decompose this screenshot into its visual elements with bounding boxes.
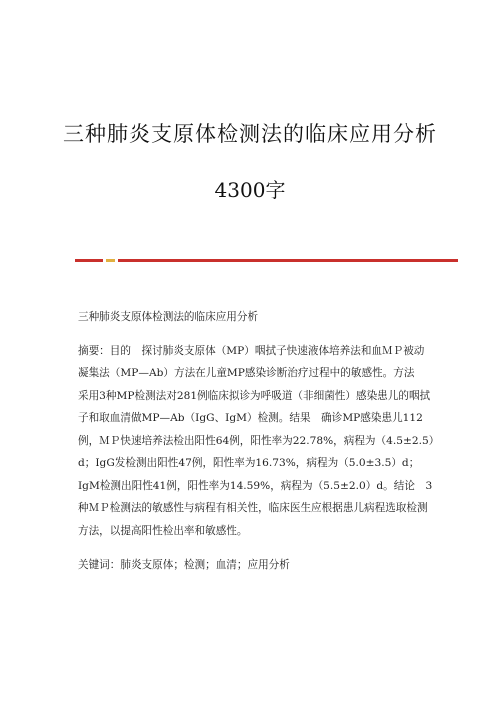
divider-red-segment-left <box>75 259 103 262</box>
abstract-paragraph: 摘要：目的 探讨肺炎支原体（MP）咽拭子快速液体培养法和血ＭＰ被动凝集法（MP—Ab）方法在儿童MP感染诊断治疗过程中的敏感性。方法 采用3种MP检测法对281例临床拟诊为呼吸道（非细菌性）感染患儿的咽拭子和取血清做MP—Ab（IgG、IgM）检测。结果 确诊MP感染患儿112例，ＭＰ快速培养法检出阳性64例，阳性率为22.78%，病程为（4.5±2.5）d；IgG发检测出阳性47例，阳性率为16.73%，病程为（5.0±3.5）d；IgM检测出阳性41例，阳性率为14.59%，病程为（5.5±2.0）d。结论 3种ＭＰ检测法的敏感性与病程有相关性，临床医生应根据患儿病程选取检测方法，以提高阳性检出率和敏感性。 <box>78 344 434 537</box>
article-body <box>78 306 434 577</box>
title-divider <box>75 259 458 262</box>
divider-gold-segment <box>106 259 115 262</box>
word-count-subtitle: 4300字 <box>214 178 286 202</box>
divider-red-segment-right <box>118 259 458 262</box>
article-heading: 三种肺炎支原体检测法的临床应用分析 <box>78 311 259 323</box>
document-title: 三种肺炎支原体检测法的临床应用分析 <box>63 122 437 146</box>
keywords-line: 关键词：肺炎支原体；检测；血清；应用分析 <box>78 559 290 571</box>
